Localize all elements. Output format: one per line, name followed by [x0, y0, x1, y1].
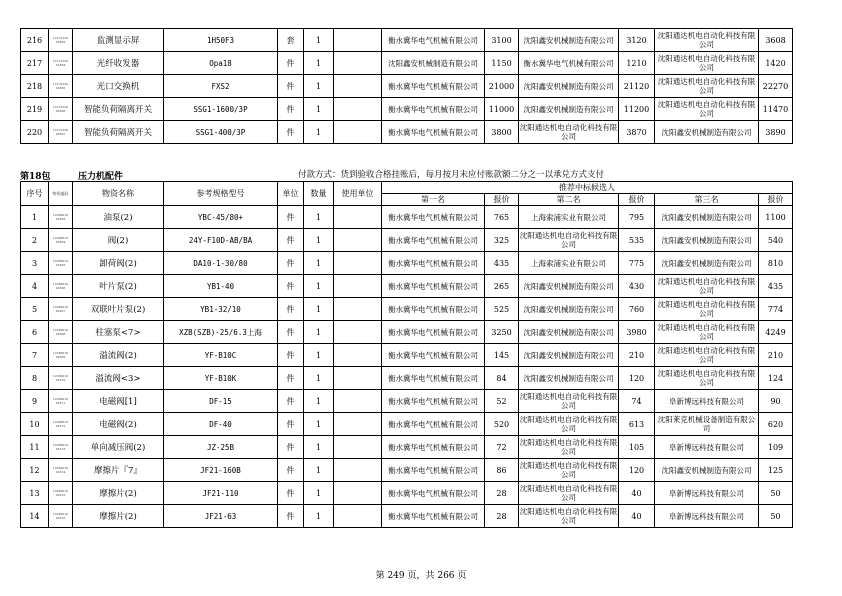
- cell-name: 电磁阀[1]: [73, 390, 164, 413]
- header-recommend: 推荐中标候选人: [382, 182, 793, 194]
- table-row: [21, 344, 793, 367]
- cell-qty: 1: [304, 75, 334, 98]
- cell-p3: 109: [759, 436, 793, 459]
- cell-model: Opa18: [164, 52, 278, 75]
- cell-user: [334, 505, 382, 528]
- table-row: [21, 206, 793, 229]
- cell-user: [334, 459, 382, 482]
- cell-p2: 430: [619, 275, 655, 298]
- cell-model: SSG1-1600/3P: [164, 98, 278, 121]
- cell-no: 219: [21, 98, 49, 121]
- cell-p2: 105: [619, 436, 655, 459]
- cell-s3: 沈阳通达机电自动化科技有限公司: [655, 52, 759, 75]
- cell-unit: 件: [278, 390, 304, 413]
- cell-no: 12: [21, 459, 49, 482]
- cell-name: 摩擦片(2): [73, 505, 164, 528]
- cell-p3: 3608: [759, 29, 793, 52]
- table-row: [21, 367, 793, 390]
- header-first: 第一名: [382, 194, 485, 206]
- table-row: [21, 459, 793, 482]
- cell-unit: 件: [278, 298, 304, 321]
- cell-p1: 3800: [485, 121, 519, 144]
- cell-s1: 衡水冀华电气机械有限公司: [382, 321, 485, 344]
- cell-s3: 沈阳通达机电自动化科技有限公司: [655, 275, 759, 298]
- cell-p2: 760: [619, 298, 655, 321]
- cell-s2: 沈阳鑫安机械制造有限公司: [519, 344, 619, 367]
- cell-user: [334, 321, 382, 344]
- cell-s1: 衡水冀华电气机械有限公司: [382, 505, 485, 528]
- cell-s1: 沈阳鑫安机械制造有限公司: [382, 52, 485, 75]
- cell-code: 12170120 01866: [49, 98, 73, 121]
- cell-unit: 件: [278, 229, 304, 252]
- cell-p2: 210: [619, 344, 655, 367]
- table-row: [21, 505, 793, 528]
- header-qty: 数量: [304, 182, 334, 206]
- cell-p1: 3250: [485, 321, 519, 344]
- cell-p1: 28: [485, 482, 519, 505]
- cell-no: 5: [21, 298, 49, 321]
- cell-unit: 件: [278, 482, 304, 505]
- table-header: [21, 182, 793, 206]
- cell-s3: 沈阳通达机电自动化科技有限公司: [655, 98, 759, 121]
- previous-package-table: [20, 28, 793, 144]
- cell-s3: 沈阳鑫安机械制造有限公司: [655, 229, 759, 252]
- cell-user: [334, 436, 382, 459]
- cell-model: JF21-63: [164, 505, 278, 528]
- cell-model: JF21-160B: [164, 459, 278, 482]
- table-row: [21, 298, 793, 321]
- cell-s2: 沈阳通达机电自动化科技有限公司: [519, 459, 619, 482]
- cell-model: YB1-32/10: [164, 298, 278, 321]
- cell-qty: 1: [304, 436, 334, 459]
- cell-no: 1: [21, 206, 49, 229]
- cell-qty: 1: [304, 275, 334, 298]
- cell-qty: 1: [304, 229, 334, 252]
- table-row: [21, 52, 793, 75]
- table-row: [21, 229, 793, 252]
- cell-name: 叶片泵(2): [73, 275, 164, 298]
- cell-p2: 11200: [619, 98, 655, 121]
- cell-no: 2: [21, 229, 49, 252]
- cell-p2: 795: [619, 206, 655, 229]
- cell-model: XZB(SZB)-25/6.3上海: [164, 321, 278, 344]
- table-row: [21, 29, 793, 52]
- cell-p2: 3120: [619, 29, 655, 52]
- header-code: 物资编码: [49, 182, 73, 206]
- cell-unit: 件: [278, 52, 304, 75]
- cell-s1: 衡水冀华电气机械有限公司: [382, 206, 485, 229]
- cell-user: [334, 367, 382, 390]
- cell-p1: 28: [485, 505, 519, 528]
- cell-p3: 4249: [759, 321, 793, 344]
- cell-user: [334, 206, 382, 229]
- table-row: [21, 482, 793, 505]
- cell-model: YF-B10C: [164, 344, 278, 367]
- cell-s3: 沈阳通达机电自动化科技有限公司: [655, 344, 759, 367]
- cell-user: [334, 121, 382, 144]
- cell-s1: 衡水冀华电气机械有限公司: [382, 459, 485, 482]
- header-no: 序号: [21, 182, 49, 206]
- cell-name: 摩擦片『7』: [73, 459, 164, 482]
- table-row: [21, 321, 793, 344]
- cell-p2: 3980: [619, 321, 655, 344]
- cell-code: 12280010 01806: [49, 275, 73, 298]
- table-row: [21, 390, 793, 413]
- cell-s2: 沈阳通达机电自动化科技有限公司: [519, 505, 619, 528]
- cell-s3: 沈阳鑫安机械制造有限公司: [655, 459, 759, 482]
- cell-unit: 件: [278, 206, 304, 229]
- cell-name: 双联叶片泵(2): [73, 298, 164, 321]
- cell-no: 11: [21, 436, 49, 459]
- cell-s2: 衡水冀华电气机械有限公司: [519, 52, 619, 75]
- cell-name: 电磁阀(2): [73, 413, 164, 436]
- cell-s1: 衡水冀华电气机械有限公司: [382, 344, 485, 367]
- package-18-rows: [21, 206, 793, 528]
- cell-code: 12280010 01805: [49, 252, 73, 275]
- cell-p3: 210: [759, 344, 793, 367]
- cell-s1: 衡水冀华电气机械有限公司: [382, 367, 485, 390]
- cell-user: [334, 98, 382, 121]
- cell-code: 12280010 01803: [49, 206, 73, 229]
- previous-package-rows: [21, 29, 793, 144]
- cell-p1: 3100: [485, 29, 519, 52]
- cell-model: YF-B10K: [164, 367, 278, 390]
- cell-unit: 件: [278, 321, 304, 344]
- cell-qty: 1: [304, 52, 334, 75]
- cell-model: YB1-40: [164, 275, 278, 298]
- cell-s2: 上海索浦实业有限公司: [519, 252, 619, 275]
- cell-s2: 沈阳鑫安机械制造有限公司: [519, 98, 619, 121]
- header-name: 物资名称: [73, 182, 164, 206]
- cell-s2: 沈阳鑫安机械制造有限公司: [519, 75, 619, 98]
- cell-user: [334, 390, 382, 413]
- cell-s1: 衡水冀华电气机械有限公司: [382, 98, 485, 121]
- cell-model: YBC-45/80+: [164, 206, 278, 229]
- cell-p2: 1210: [619, 52, 655, 75]
- cell-unit: 件: [278, 98, 304, 121]
- cell-p1: 520: [485, 413, 519, 436]
- cell-no: 220: [21, 121, 49, 144]
- header-price-2: 报价: [619, 194, 655, 206]
- cell-s1: 衡水冀华电气机械有限公司: [382, 413, 485, 436]
- cell-s2: 沈阳鑫安机械制造有限公司: [519, 321, 619, 344]
- table-row: [21, 275, 793, 298]
- cell-unit: 件: [278, 505, 304, 528]
- cell-s1: 衡水冀华电气机械有限公司: [382, 29, 485, 52]
- cell-s2: 上海索浦实业有限公司: [519, 206, 619, 229]
- cell-s2: 沈阳通达机电自动化科技有限公司: [519, 482, 619, 505]
- header-second: 第二名: [519, 194, 619, 206]
- cell-s3: 阜新博远科技有限公司: [655, 390, 759, 413]
- cell-code: 12280010 01812: [49, 413, 73, 436]
- cell-name: 单向减压阀(2): [73, 436, 164, 459]
- table-row: [21, 252, 793, 275]
- cell-qty: 1: [304, 29, 334, 52]
- cell-user: [334, 344, 382, 367]
- header-user: 使用单位: [334, 182, 382, 206]
- cell-s3: 沈阳通达机电自动化科技有限公司: [655, 29, 759, 52]
- cell-model: DF-15: [164, 390, 278, 413]
- cell-p3: 620: [759, 413, 793, 436]
- cell-code: 12280010 01813: [49, 436, 73, 459]
- cell-unit: 件: [278, 413, 304, 436]
- header-third: 第三名: [655, 194, 759, 206]
- cell-s2: 沈阳鑫安机械制造有限公司: [519, 298, 619, 321]
- cell-user: [334, 298, 382, 321]
- cell-code: 12280010 01811: [49, 390, 73, 413]
- cell-s1: 衡水冀华电气机械有限公司: [382, 252, 485, 275]
- cell-p3: 11470: [759, 98, 793, 121]
- cell-p2: 40: [619, 505, 655, 528]
- cell-p3: 50: [759, 482, 793, 505]
- cell-s3: 沈阳通达机电自动化科技有限公司: [655, 298, 759, 321]
- cell-code: 12170120 01863: [49, 29, 73, 52]
- cell-no: 13: [21, 482, 49, 505]
- cell-no: 8: [21, 367, 49, 390]
- cell-s1: 衡水冀华电气机械有限公司: [382, 229, 485, 252]
- cell-p2: 40: [619, 482, 655, 505]
- cell-p1: 21000: [485, 75, 519, 98]
- cell-qty: 1: [304, 505, 334, 528]
- cell-code: 12280010 01804: [49, 229, 73, 252]
- cell-model: 1H50F3: [164, 29, 278, 52]
- cell-code: 12280010 01810: [49, 367, 73, 390]
- cell-unit: 件: [278, 275, 304, 298]
- cell-no: 9: [21, 390, 49, 413]
- cell-no: 218: [21, 75, 49, 98]
- cell-p2: 613: [619, 413, 655, 436]
- cell-no: 4: [21, 275, 49, 298]
- cell-p1: 1150: [485, 52, 519, 75]
- cell-no: 6: [21, 321, 49, 344]
- table-row: [21, 436, 793, 459]
- cell-p2: 3870: [619, 121, 655, 144]
- cell-code: 12280010 01815: [49, 482, 73, 505]
- cell-model: SSG1-400/3P: [164, 121, 278, 144]
- cell-model: JZ-25B: [164, 436, 278, 459]
- cell-unit: 件: [278, 459, 304, 482]
- cell-model: FXS2: [164, 75, 278, 98]
- cell-no: 217: [21, 52, 49, 75]
- cell-user: [334, 229, 382, 252]
- cell-p2: 775: [619, 252, 655, 275]
- cell-s1: 衡水冀华电气机械有限公司: [382, 298, 485, 321]
- cell-name: 智能负荷隔离开关: [73, 121, 164, 144]
- cell-p3: 774: [759, 298, 793, 321]
- cell-s3: 阜新博远科技有限公司: [655, 482, 759, 505]
- cell-p3: 810: [759, 252, 793, 275]
- cell-s3: 沈阳通达机电自动化科技有限公司: [655, 321, 759, 344]
- cell-s2: 沈阳鑫安机械制造有限公司: [519, 367, 619, 390]
- cell-no: 10: [21, 413, 49, 436]
- cell-p2: 120: [619, 459, 655, 482]
- cell-model: DA10-1-30/80: [164, 252, 278, 275]
- cell-code: 12170120 01867: [49, 121, 73, 144]
- cell-s3: 沈阳莱克机械设备制造有限公司: [655, 413, 759, 436]
- cell-unit: 件: [278, 367, 304, 390]
- cell-unit: 件: [278, 252, 304, 275]
- cell-user: [334, 29, 382, 52]
- cell-qty: 1: [304, 344, 334, 367]
- cell-code: 12280010 01814: [49, 459, 73, 482]
- cell-p3: 125: [759, 459, 793, 482]
- cell-p1: 325: [485, 229, 519, 252]
- cell-unit: 件: [278, 75, 304, 98]
- header-model: 参考规格型号: [164, 182, 278, 206]
- cell-s3: 沈阳鑫安机械制造有限公司: [655, 121, 759, 144]
- cell-p2: 535: [619, 229, 655, 252]
- cell-p2: 120: [619, 367, 655, 390]
- cell-name: 光口交换机: [73, 75, 164, 98]
- cell-model: JF21-110: [164, 482, 278, 505]
- cell-name: 溢流阀(2): [73, 344, 164, 367]
- cell-user: [334, 252, 382, 275]
- cell-qty: 1: [304, 206, 334, 229]
- cell-user: [334, 275, 382, 298]
- cell-name: 监测显示屏: [73, 29, 164, 52]
- cell-code: 12280010 01809: [49, 344, 73, 367]
- cell-code: 12170120 01865: [49, 75, 73, 98]
- header-price-1: 报价: [485, 194, 519, 206]
- page-footer: 第 249 页，共 266 页: [375, 571, 467, 581]
- cell-qty: 1: [304, 367, 334, 390]
- cell-p3: 540: [759, 229, 793, 252]
- package-name: 压力机配件: [78, 172, 124, 182]
- cell-name: 光纤收发器: [73, 52, 164, 75]
- header-price-3: 报价: [759, 194, 793, 206]
- cell-s1: 衡水冀华电气机械有限公司: [382, 436, 485, 459]
- cell-code: 12280010 01807: [49, 298, 73, 321]
- cell-p3: 435: [759, 275, 793, 298]
- cell-s3: 沈阳鑫安机械制造有限公司: [655, 252, 759, 275]
- cell-user: [334, 75, 382, 98]
- cell-user: [334, 482, 382, 505]
- cell-s2: 沈阳鑫安机械制造有限公司: [519, 29, 619, 52]
- cell-p1: 52: [485, 390, 519, 413]
- cell-s2: 沈阳通达机电自动化科技有限公司: [519, 413, 619, 436]
- cell-p1: 525: [485, 298, 519, 321]
- cell-p3: 124: [759, 367, 793, 390]
- table-row: [21, 75, 793, 98]
- cell-p3: 1420: [759, 52, 793, 75]
- cell-s2: 沈阳通达机电自动化科技有限公司: [519, 229, 619, 252]
- cell-s1: 衡水冀华电气机械有限公司: [382, 390, 485, 413]
- table-row: [21, 98, 793, 121]
- cell-p3: 90: [759, 390, 793, 413]
- table-row: [21, 413, 793, 436]
- cell-s1: 衡水冀华电气机械有限公司: [382, 275, 485, 298]
- cell-qty: 1: [304, 298, 334, 321]
- cell-unit: 件: [278, 344, 304, 367]
- cell-no: 7: [21, 344, 49, 367]
- cell-model: DF-40: [164, 413, 278, 436]
- cell-p1: 435: [485, 252, 519, 275]
- cell-p2: 21120: [619, 75, 655, 98]
- cell-user: [334, 413, 382, 436]
- cell-name: 阀(2): [73, 229, 164, 252]
- cell-unit: 套: [278, 29, 304, 52]
- cell-s2: 沈阳通达机电自动化科技有限公司: [519, 390, 619, 413]
- cell-qty: 1: [304, 482, 334, 505]
- cell-s3: 阜新博远科技有限公司: [655, 436, 759, 459]
- cell-name: 柱塞泵<7>: [73, 321, 164, 344]
- cell-name: 智能负荷隔离开关: [73, 98, 164, 121]
- cell-s1: 衡水冀华电气机械有限公司: [382, 75, 485, 98]
- cell-qty: 1: [304, 413, 334, 436]
- cell-s2: 沈阳鑫安机械制造有限公司: [519, 275, 619, 298]
- cell-s3: 沈阳通达机电自动化科技有限公司: [655, 75, 759, 98]
- cell-s1: 衡水冀华电气机械有限公司: [382, 482, 485, 505]
- cell-no: 216: [21, 29, 49, 52]
- header-unit: 单位: [278, 182, 304, 206]
- cell-s1: 衡水冀华电气机械有限公司: [382, 121, 485, 144]
- cell-qty: 1: [304, 459, 334, 482]
- cell-code: 12170120 01864: [49, 52, 73, 75]
- cell-p1: 145: [485, 344, 519, 367]
- cell-no: 3: [21, 252, 49, 275]
- package-number: 第18包: [20, 172, 51, 182]
- cell-unit: 件: [278, 121, 304, 144]
- cell-qty: 1: [304, 121, 334, 144]
- cell-s3: 沈阳鑫安机械制造有限公司: [655, 206, 759, 229]
- cell-qty: 1: [304, 98, 334, 121]
- cell-p3: 50: [759, 505, 793, 528]
- cell-s3: 阜新博远科技有限公司: [655, 505, 759, 528]
- package-18-table: [20, 181, 793, 528]
- cell-no: 14: [21, 505, 49, 528]
- table-row: [21, 121, 793, 144]
- cell-s3: 沈阳通达机电自动化科技有限公司: [655, 367, 759, 390]
- cell-p3: 3890: [759, 121, 793, 144]
- cell-p3: 22270: [759, 75, 793, 98]
- cell-name: 卸荷阀(2): [73, 252, 164, 275]
- cell-name: 油泵(2): [73, 206, 164, 229]
- cell-p3: 1100: [759, 206, 793, 229]
- cell-p1: 72: [485, 436, 519, 459]
- cell-code: 12280010 01816: [49, 505, 73, 528]
- cell-qty: 1: [304, 390, 334, 413]
- cell-p1: 265: [485, 275, 519, 298]
- cell-name: 摩擦片(2): [73, 482, 164, 505]
- cell-p1: 86: [485, 459, 519, 482]
- cell-model: 24Y-F10D-AB/BA: [164, 229, 278, 252]
- cell-p2: 74: [619, 390, 655, 413]
- cell-s2: 沈阳通达机电自动化科技有限公司: [519, 121, 619, 144]
- cell-unit: 件: [278, 436, 304, 459]
- cell-code: 12280010 01808: [49, 321, 73, 344]
- payment-terms: 付款方式：货到验收合格挂账后，每月按月末应付账款额二分之一以承兑方式支付: [298, 170, 605, 180]
- cell-s2: 沈阳通达机电自动化科技有限公司: [519, 436, 619, 459]
- cell-p1: 11000: [485, 98, 519, 121]
- cell-user: [334, 52, 382, 75]
- cell-p1: 765: [485, 206, 519, 229]
- cell-p1: 84: [485, 367, 519, 390]
- cell-qty: 1: [304, 252, 334, 275]
- cell-qty: 1: [304, 321, 334, 344]
- cell-name: 溢流阀<3>: [73, 367, 164, 390]
